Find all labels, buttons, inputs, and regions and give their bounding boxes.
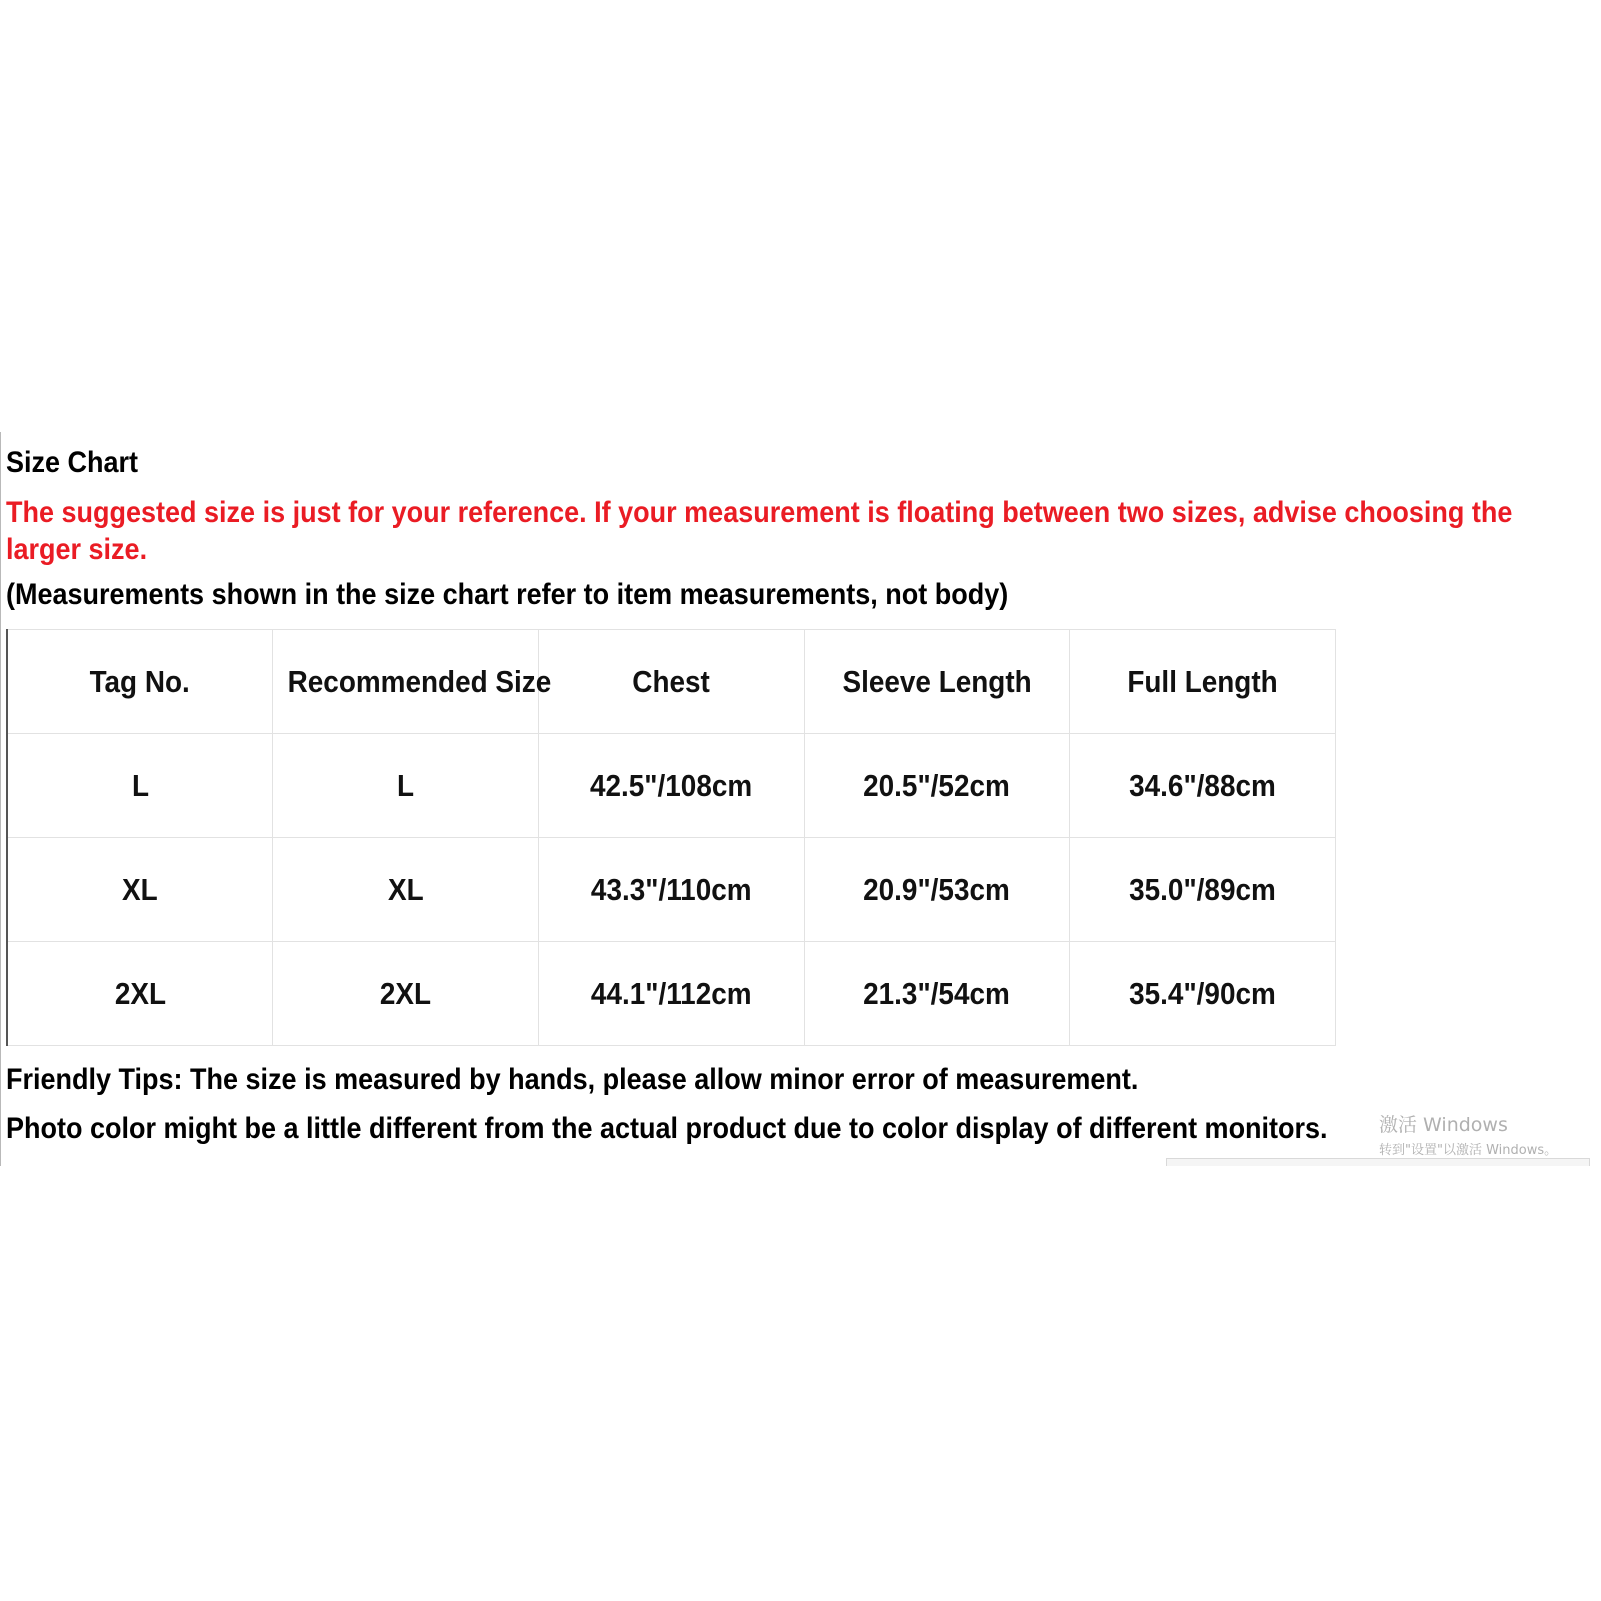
cell-tag-no: 2XL <box>7 942 273 1046</box>
cell-full-length: 35.0"/89cm <box>1070 838 1336 942</box>
cell-tag-no: L <box>7 734 273 838</box>
header-recommended-size: Recommended Size <box>273 630 539 734</box>
watermark-subtitle: 转到"设置"以激活 Windows。 <box>1379 1143 1558 1158</box>
page-title: Size Chart <box>6 446 139 479</box>
cell-chest: 44.1"/112cm <box>538 942 804 1046</box>
cell-sleeve-length: 21.3"/54cm <box>804 942 1070 1046</box>
cell-recommended-size: L <box>273 734 539 838</box>
table-row <box>7 838 1336 942</box>
header-tag-no: Tag No. <box>7 630 273 734</box>
cell-recommended-size: 2XL <box>273 942 539 1046</box>
cell-sleeve-length: 20.9"/53cm <box>804 838 1070 942</box>
table-header-row <box>7 630 1336 734</box>
taskbar-edge <box>1166 1158 1590 1166</box>
windows-activation-watermark <box>1379 1110 1557 1158</box>
header-chest: Chest <box>538 630 804 734</box>
watermark-title: 激活 Windows <box>1379 1114 1508 1136</box>
friendly-tip: Friendly Tips: The size is measured by hands, please allow minor error of measurement. <box>6 1063 1139 1096</box>
header-full-length: Full Length <box>1070 630 1336 734</box>
cell-chest: 42.5"/108cm <box>538 734 804 838</box>
table-row <box>7 734 1336 838</box>
size-notice: The suggested size is just for your reference. If your measurement is floating between two sizes, advise choosing the larger size. <box>6 496 1513 566</box>
header-sleeve-length: Sleeve Length <box>804 630 1070 734</box>
cell-recommended-size: XL <box>273 838 539 942</box>
cell-sleeve-length: 20.5"/52cm <box>804 734 1070 838</box>
size-chart-screenshot <box>0 432 1601 1166</box>
measurement-note: (Measurements shown in the size chart refer to item measurements, not body) <box>6 578 1009 611</box>
photo-color-tip: Photo color might be a little different from the actual product due to color display of different monitors. <box>6 1112 1328 1145</box>
cell-full-length: 35.4"/90cm <box>1070 942 1336 1046</box>
table-row <box>7 942 1336 1046</box>
size-table <box>6 629 1336 1046</box>
cell-chest: 43.3"/110cm <box>538 838 804 942</box>
cell-tag-no: XL <box>7 838 273 942</box>
cell-full-length: 34.6"/88cm <box>1070 734 1336 838</box>
